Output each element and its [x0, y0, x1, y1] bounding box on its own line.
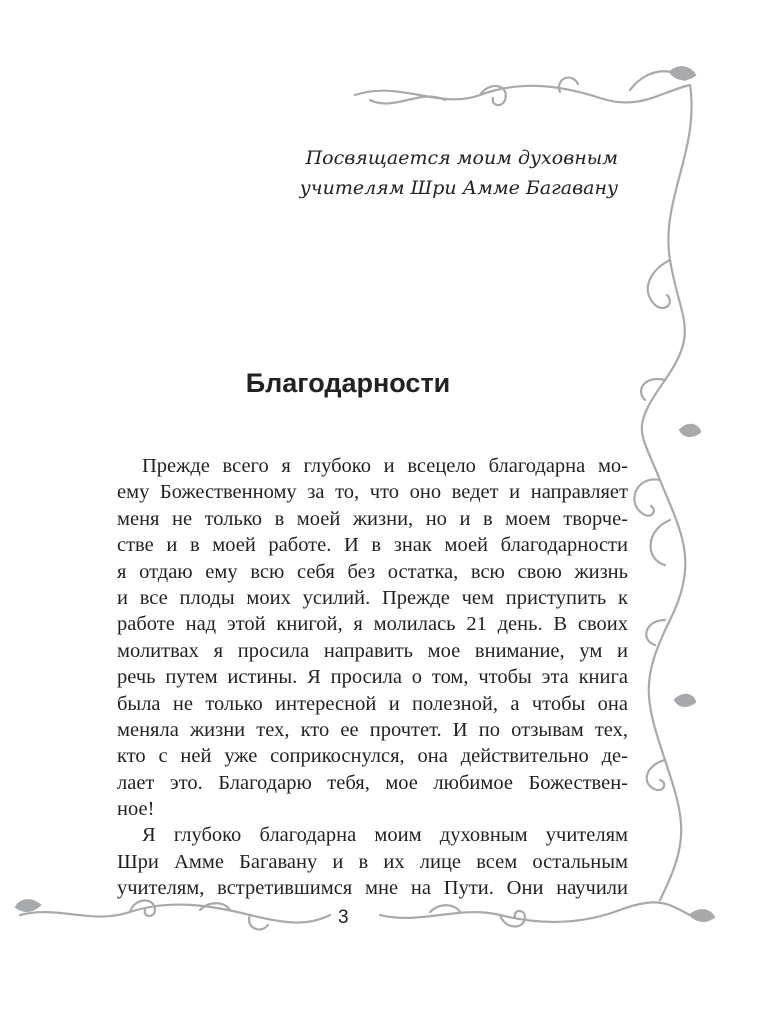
text-line: лает это. Благодарю тебя, мое любимое Божествен-: [117, 771, 628, 794]
text-line: ное!: [117, 798, 155, 821]
page-number: 3: [338, 907, 349, 928]
text-line: работе над этой книгой, я молилась 21 день. В своих: [117, 613, 628, 636]
text-line: я отдаю ему всю себя без остатка, всю свою жизнь: [117, 560, 628, 583]
text-line: и все плоды моих усилий. Прежде чем приступить к: [117, 586, 628, 609]
text-line: была не только интересной и полезной, а чтобы она: [117, 692, 628, 715]
text-line: Я глубоко благодарна моим духовным учителям: [142, 824, 628, 847]
text-line: молитвах я просила направить мое внимание, ум и: [117, 639, 628, 662]
text-line: Шри Амме Багавану и в их лице всем остальным: [117, 850, 628, 873]
text-line: меня не только в моей жизни, но и в моем творче-: [117, 507, 628, 530]
dedication-line: учителям Шри Амме Багавану: [299, 177, 618, 199]
text-line: речь путем истины. Я просила о том, чтобы эта книга: [117, 666, 628, 689]
text-line: ему Божественному за то, что оно ведет и направляет: [117, 481, 628, 504]
text-line: учителям, встретившимся мне на Пути. Они научили: [117, 877, 628, 900]
text-line: Прежде всего я глубоко и всецело благодарна мо-: [142, 455, 628, 477]
dedication: [300, 143, 618, 203]
text-line: кто с ней уже соприкоснулся, она действительно де-: [117, 745, 628, 768]
text-line: меняла жизни тех, кто ее прочтет. И по отзывам тех,: [117, 718, 628, 741]
dedication-line: Посвящается моим духовным: [305, 147, 618, 169]
page-title: Благодарности: [245, 368, 451, 398]
body-text: [117, 453, 628, 902]
text-line: стве и в моей работе. И в знак моей благодарности: [117, 534, 628, 557]
